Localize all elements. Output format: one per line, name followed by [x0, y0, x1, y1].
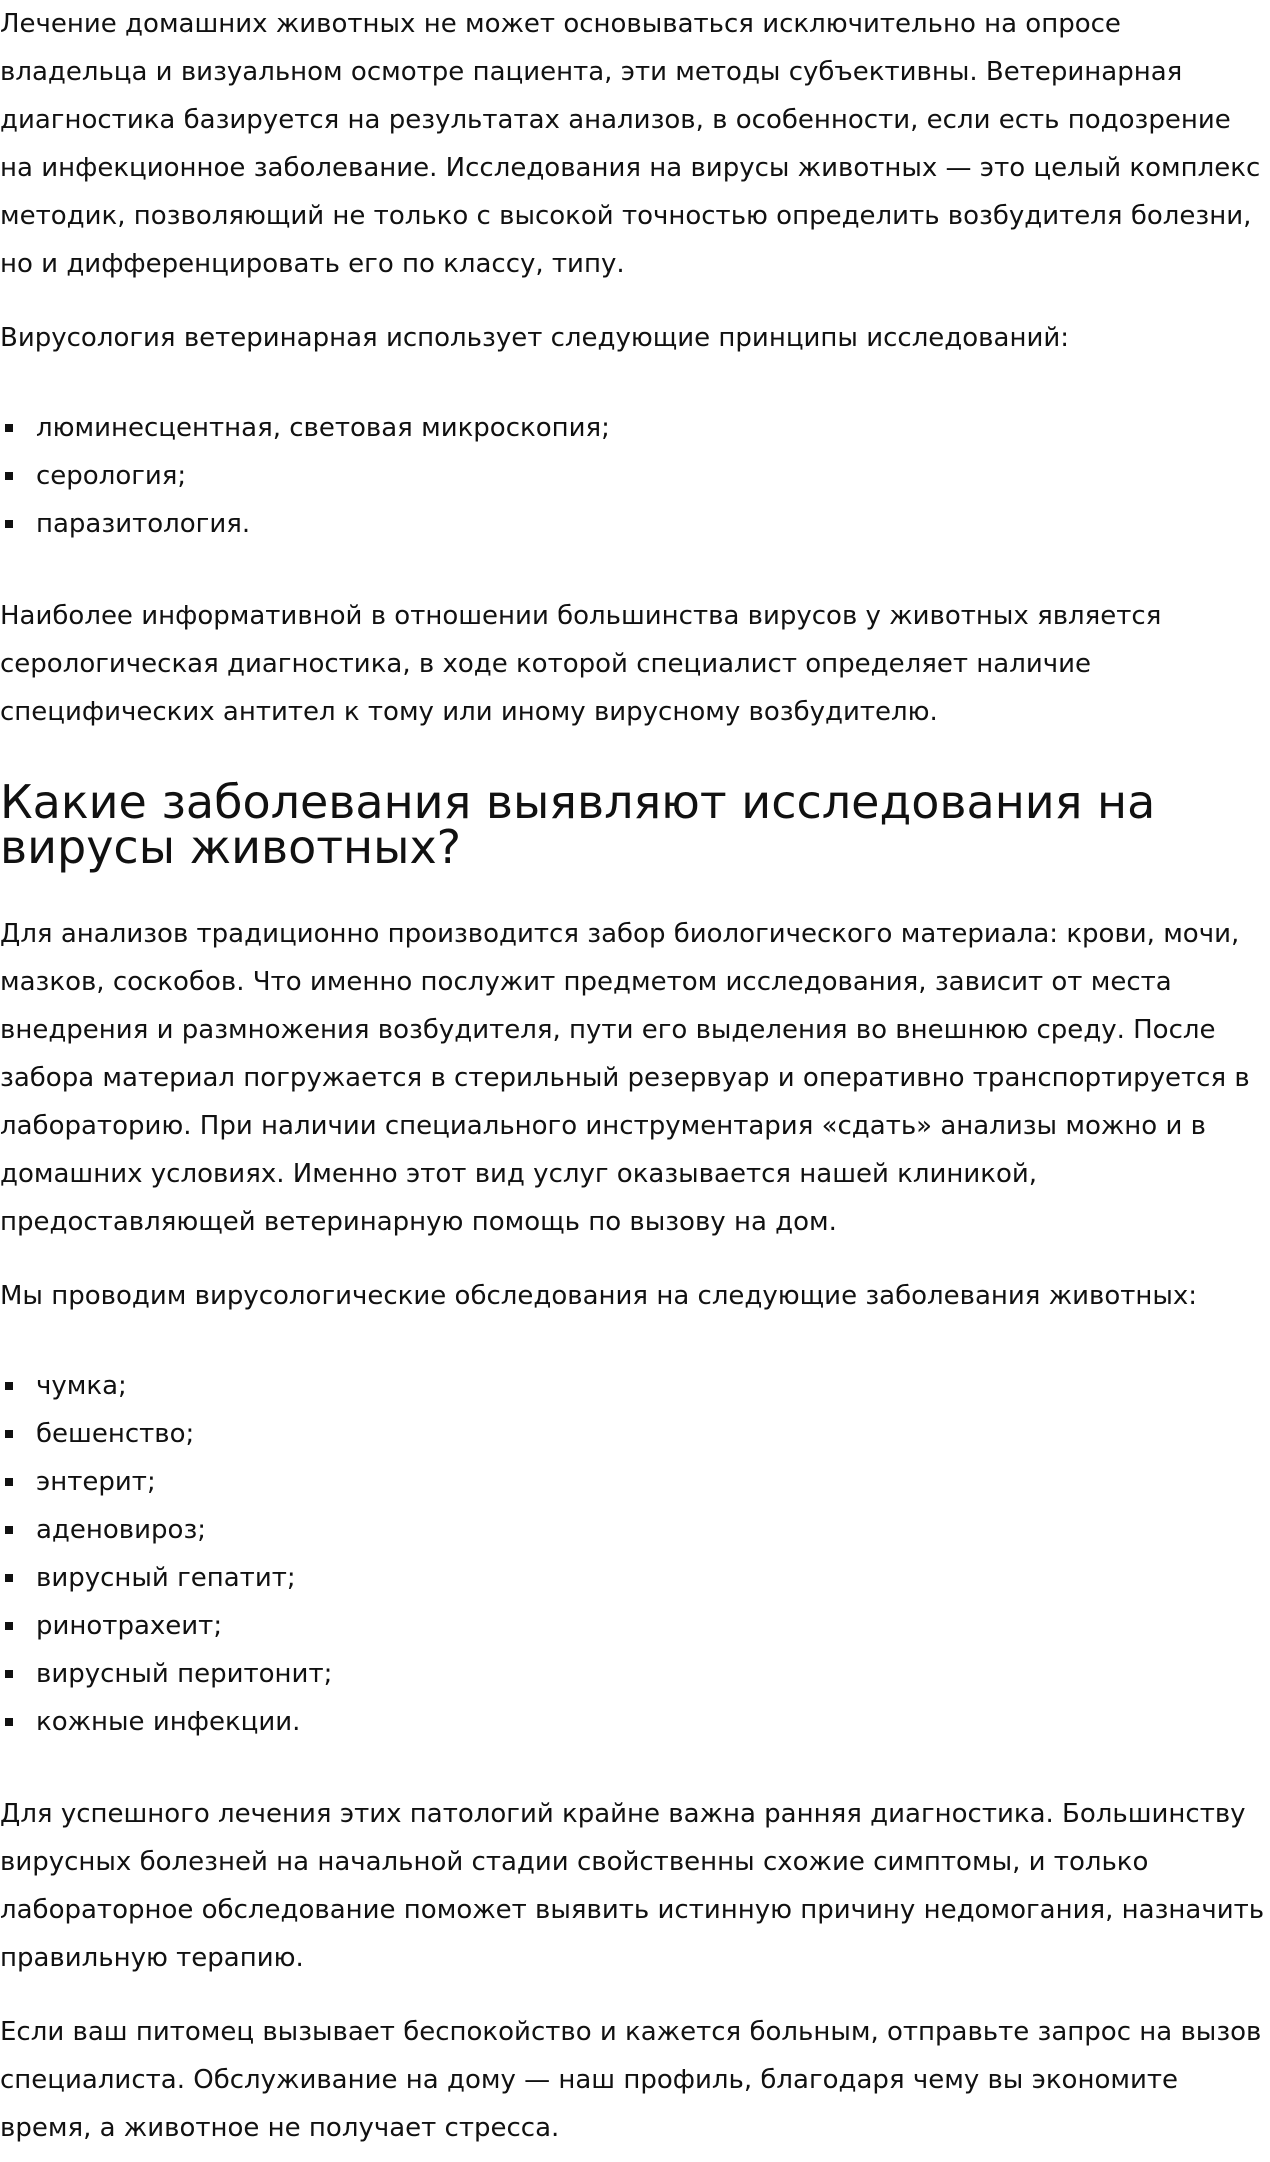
intro-paragraph: Лечение домашних животных не может основываться исключительно на опросе владельца и визуальном осмотре пациента, эти методы субъективны. Ветеринарная диагностика базируется на результатах анализов, в особенности, если есть подозрение на инфекционное заболевание. Исследования на вирусы животных — это целый комплекс методик, позволяющий не только с высокой точностью определить возбудителя болезни, но и дифференцировать его по классу, типу. — [0, 9, 1261, 279]
list-item-text: энтерит; — [36, 1467, 156, 1497]
bullet-icon — [5, 1670, 13, 1678]
list-item — [0, 404, 1270, 452]
bullet-icon — [5, 1478, 13, 1486]
list-item-text: кожные инфекции. — [36, 1707, 301, 1737]
list-item — [0, 1602, 1270, 1650]
list-item-text: вирусный гепатит; — [36, 1563, 296, 1593]
list-item — [0, 1554, 1270, 1602]
methods-list — [0, 404, 1270, 548]
list-item-text: паразитология. — [36, 509, 251, 539]
list-item-text: вирусный перитонит; — [36, 1659, 333, 1689]
list-item — [0, 1458, 1270, 1506]
bullet-icon — [5, 1382, 13, 1390]
methods-intro-paragraph: Вирусология ветеринарная использует следующие принципы исследований: — [0, 323, 1069, 353]
list-item-text: бешенство; — [36, 1419, 195, 1449]
bullet-icon — [5, 1526, 13, 1534]
list-item-text: серология; — [36, 461, 187, 491]
list-item — [0, 1698, 1270, 1746]
bullet-icon — [5, 472, 13, 480]
bullet-icon — [5, 1574, 13, 1582]
serology-paragraph: Наиболее информативной в отношении большинства вирусов у животных является серологическая диагностика, в ходе которой специалист определяет наличие специфических антител к тому или иному вирусному возбудителю. — [0, 601, 1162, 727]
diseases-intro-paragraph: Мы проводим вирусологические обследования на следующие заболевания животных: — [0, 1281, 1198, 1311]
diseases-list — [0, 1362, 1270, 1746]
bullet-icon — [5, 1430, 13, 1438]
list-item-text: ринотрахеит; — [36, 1611, 223, 1641]
section-heading: Какие заболевания выявляют исследования на вирусы животных? — [0, 775, 1156, 874]
bullet-icon — [5, 424, 13, 432]
list-item-text: аденовироз; — [36, 1515, 207, 1545]
list-item — [0, 452, 1270, 500]
sampling-paragraph: Для анализов традиционно производится забор биологического материала: крови, мочи, мазков, соскобов. Что именно послужит предметом исследования, зависит от места внедрения и размножения возбудителя, пути его выделения во внешнюю среду. После забора материал погружается в стерильный резервуар и оперативно транспортируется в лабораторию. При наличии специального инструментария «сдать» анализы можно и в домашних условиях. Именно этот вид услуг оказывается нашей клиникой, предоставляющей ветеринарную помощь по вызову на дом. — [0, 919, 1250, 1237]
list-item-text: люминесцентная, световая микроскопия; — [36, 413, 610, 443]
list-item — [0, 500, 1270, 548]
list-item-text: чумка; — [36, 1371, 127, 1401]
list-item — [0, 1362, 1270, 1410]
list-item — [0, 1506, 1270, 1554]
call-specialist-paragraph: Если ваш питомец вызывает беспокойство и кажется больным, отправьте запрос на вызов специалиста. Обслуживание на дому — наш профиль, благодаря чему вы экономите время, а животное не получает стресса. — [0, 2017, 1262, 2143]
bullet-icon — [5, 520, 13, 528]
bullet-icon — [5, 1718, 13, 1726]
list-item — [0, 1650, 1270, 1698]
diagnostics-paragraph: Для успешного лечения этих патологий крайне важна ранняя диагностика. Большинству вирусных болезней на начальной стадии свойственны схожие симптомы, и только лабораторное обследование поможет выявить истинную причину недомогания, назначить правильную терапию. — [0, 1799, 1265, 1973]
bullet-icon — [5, 1622, 13, 1630]
list-item — [0, 1410, 1270, 1458]
